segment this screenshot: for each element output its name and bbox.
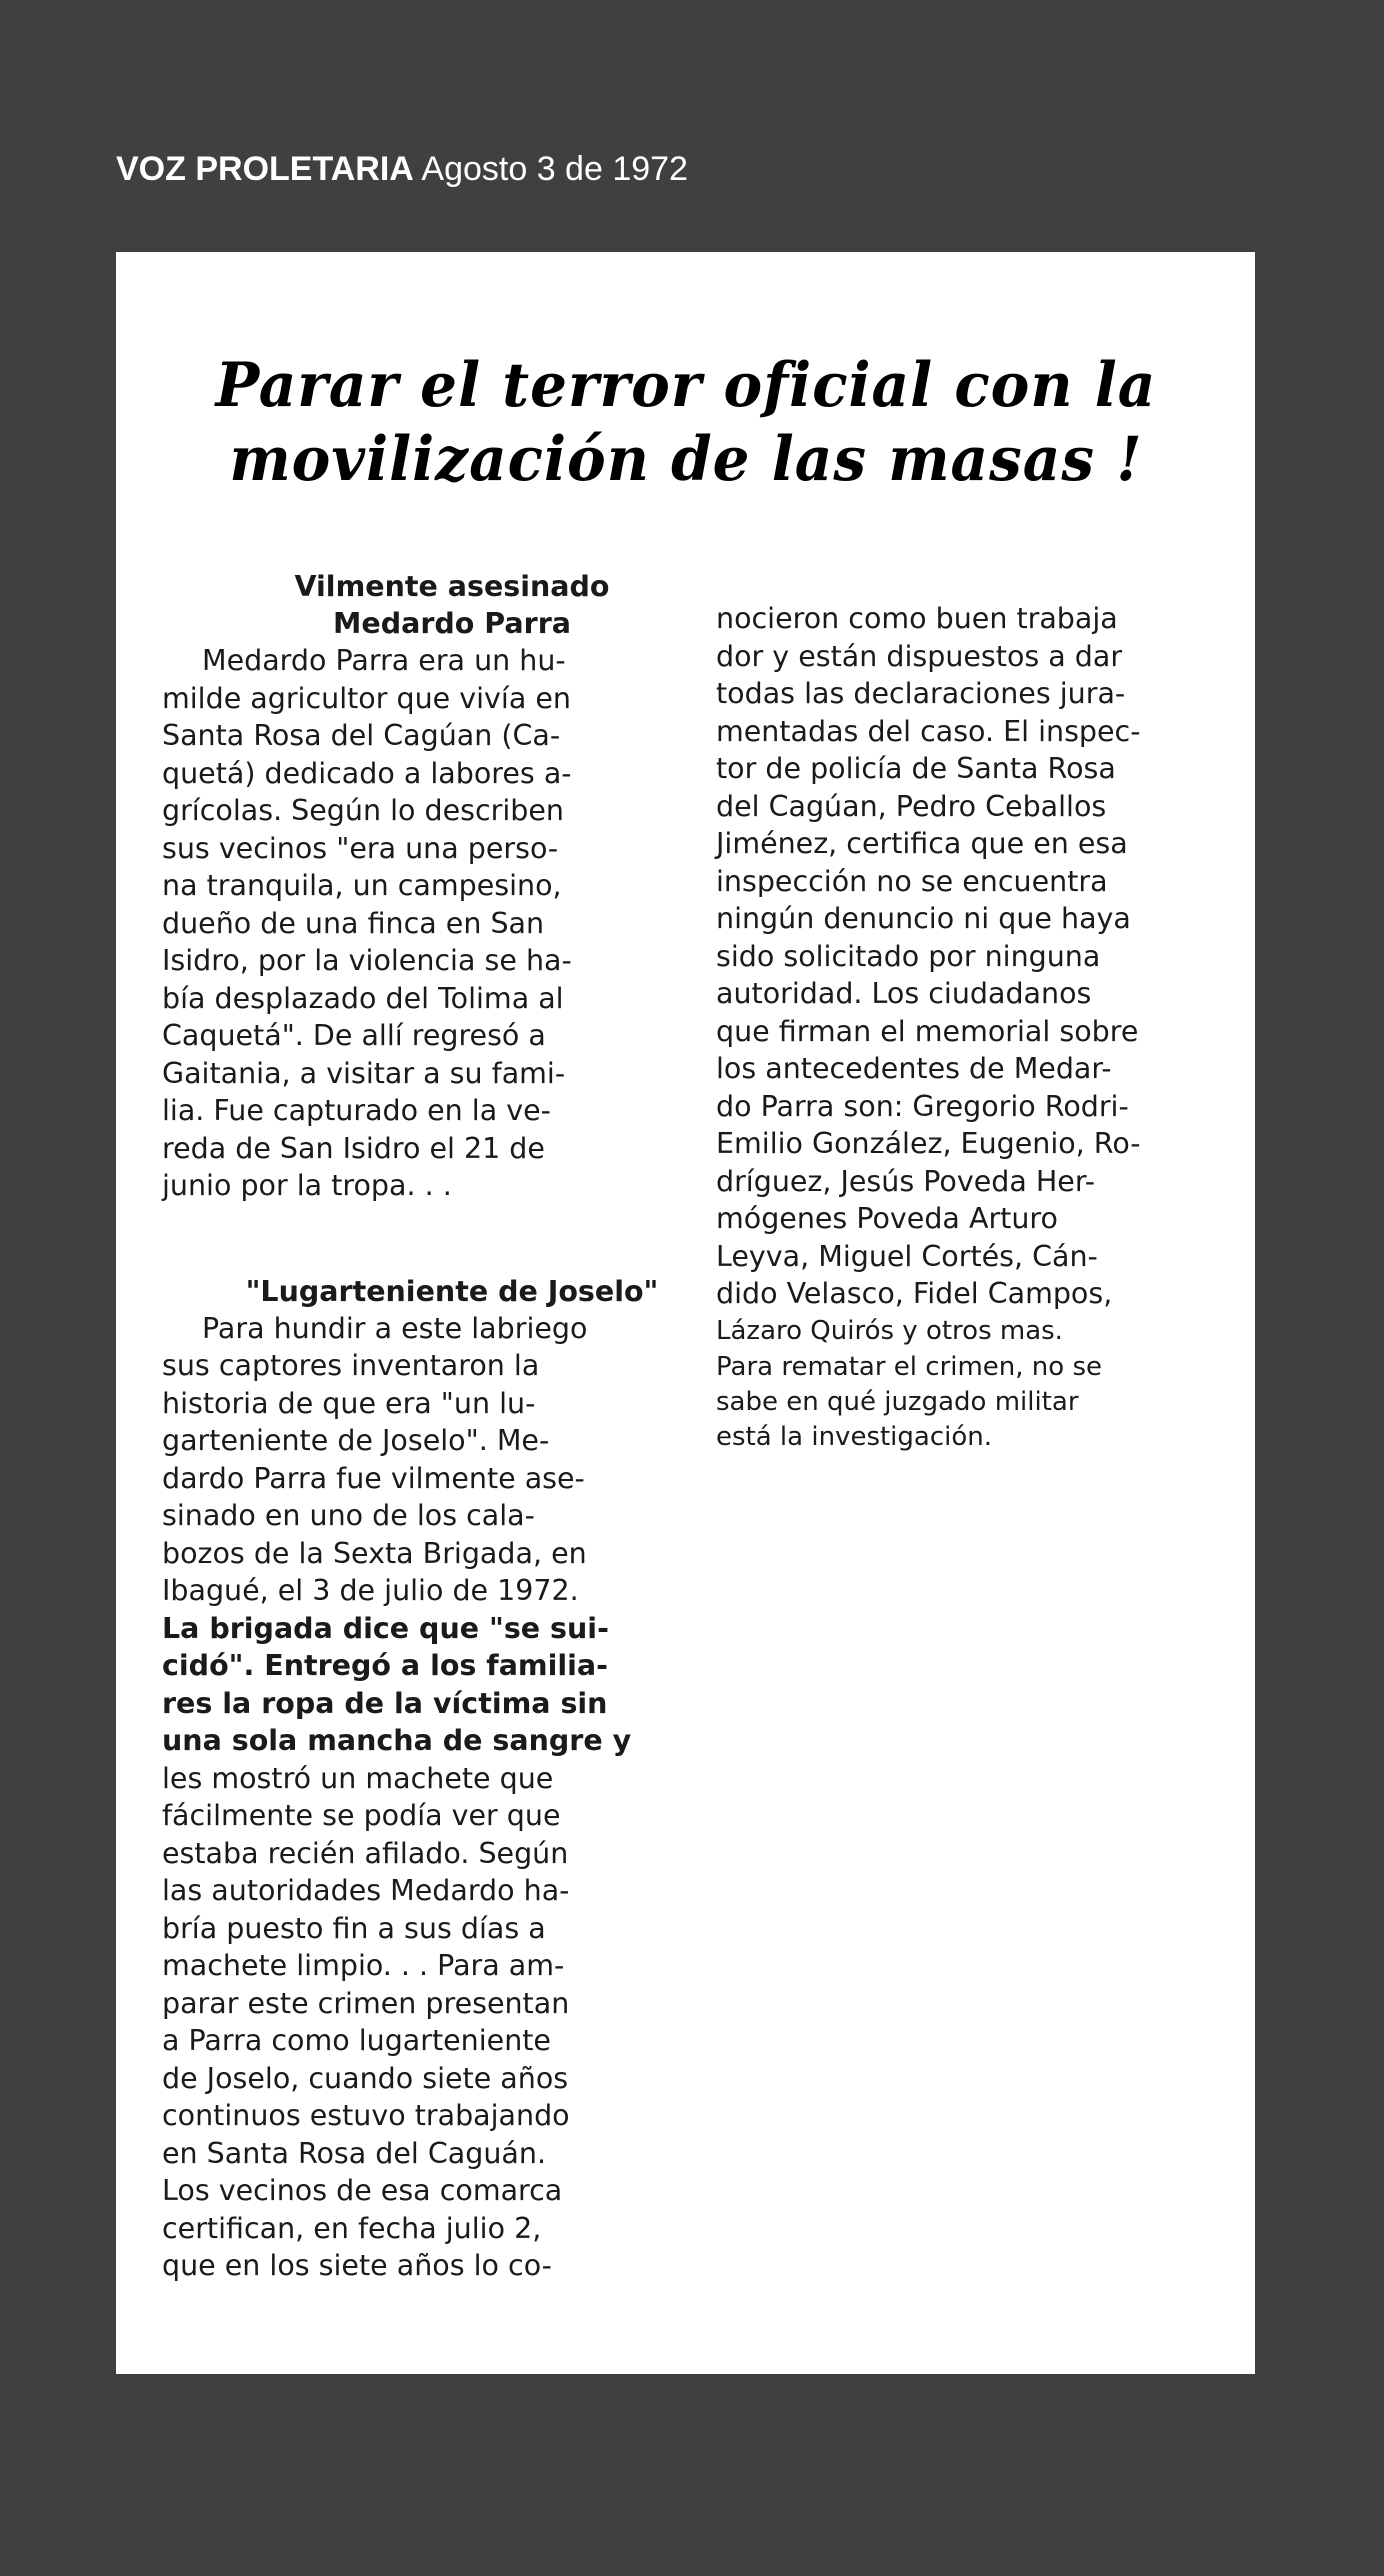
text-line: les mostró un machete que: [162, 1761, 554, 1795]
text-line: garteniente de Joselo". Me-: [162, 1424, 550, 1457]
text-line: sus vecinos "era una perso-: [162, 831, 559, 865]
section-body: [162, 642, 722, 1205]
text-line: dríguez, Jesús Poveda Her-: [716, 1164, 1096, 1198]
section-subhead: [162, 568, 722, 642]
subhead-line: Vilmente asesinado: [294, 570, 610, 603]
text-line: nocieron como buen trabaja: [716, 602, 1118, 635]
article-headline: [176, 349, 1196, 496]
publication-date: Agosto 3 de 1972: [421, 150, 688, 188]
text-line: de Joselo, cuando siete años: [162, 2061, 569, 2095]
text-line: Los vecinos de esa comarca: [162, 2174, 563, 2207]
subhead-line: Medardo Parra: [333, 607, 571, 640]
text-line: dueño de una finca en San: [162, 906, 545, 940]
text-line: continuos estuvo trabajando: [162, 2099, 570, 2132]
text-line: Leyva, Miguel Cortés, Cán-: [716, 1239, 1098, 1273]
text-line: La brigada dice que "se sui-: [162, 1611, 609, 1645]
text-line: sabe en qué juzgado militar: [716, 1387, 1079, 1417]
text-line: junio por la tropa. . .: [162, 1169, 452, 1202]
page-header: [116, 150, 688, 189]
text-line: Para rematar el crimen, no se: [716, 1352, 1103, 1382]
text-line: res la ropa de la víctima sin: [162, 1686, 608, 1720]
text-line: mógenes Poveda Arturo: [716, 1202, 1058, 1235]
text-line: fácilmente se podía ver que: [162, 1799, 561, 1832]
text-line: en Santa Rosa del Caguán.: [162, 2136, 547, 2170]
text-line: los antecedentes de Medar-: [716, 1052, 1112, 1085]
text-line: las autoridades Medardo ha-: [162, 1874, 570, 1907]
text-line: dor y están dispuestos a dar: [716, 639, 1123, 673]
text-line: Gaitania, a visitar a su fami-: [162, 1056, 566, 1090]
section-body: [162, 1310, 722, 2285]
article-column-right: [716, 600, 1236, 1455]
text-line: está la investigación.: [716, 1422, 993, 1452]
text-line: lia. Fue capturado en la ve-: [162, 1094, 551, 1127]
text-line: a Parra como lugarteniente: [162, 2024, 551, 2057]
text-line: Jiménez, certifica que en esa: [716, 827, 1128, 860]
text-line: do Parra son: Gregorio Rodri-: [716, 1089, 1129, 1123]
text-line: Para hundir a este labriego: [202, 1311, 588, 1345]
text-line: reda de San Isidro el 21 de: [162, 1131, 545, 1165]
text-line: Ibagué, el 3 de julio de 1972.: [162, 1574, 579, 1607]
text-line: tor de policía de Santa Rosa: [716, 752, 1116, 785]
text-line: dido Velasco, Fidel Campos,: [716, 1277, 1113, 1310]
text-line: grícolas. Según lo describen: [162, 794, 564, 827]
headline-line: Parar el terror oficial con la: [215, 349, 1157, 421]
text-line: Isidro, por la violencia se ha-: [162, 944, 572, 977]
text-line: autoridad. Los ciudadanos: [716, 977, 1092, 1010]
text-line: Caquetá". De allí regresó a: [162, 1019, 546, 1052]
text-line: del Cagúan, Pedro Ceballos: [716, 789, 1107, 823]
text-line: que firman el memorial sobre: [716, 1014, 1139, 1048]
text-line: na tranquila, un campesino,: [162, 869, 562, 902]
text-line: bozos de la Sexta Brigada, en: [162, 1536, 587, 1570]
newspaper-clipping: [116, 252, 1255, 2374]
text-line: milde agricultor que vivía en: [162, 681, 571, 715]
text-line: bía desplazado del Tolima al: [162, 981, 564, 1015]
text-line: inspección no se encuentra: [716, 864, 1108, 898]
text-line: todas las declaraciones jura-: [716, 677, 1126, 710]
text-line: quetá) dedicado a labores a-: [162, 756, 572, 790]
text-line: sinado en uno de los cala-: [162, 1499, 535, 1532]
publication-name: VOZ PROLETARIA: [116, 150, 414, 188]
text-line: Emilio González, Eugenio, Ro-: [716, 1127, 1141, 1160]
text-line: ningún denuncio ni que haya: [716, 902, 1131, 935]
text-line: sus captores inventaron la: [162, 1349, 540, 1382]
text-line: mentadas del caso. El inspec-: [716, 714, 1141, 748]
text-line: bría puesto fin a sus días a: [162, 1911, 546, 1945]
text-line: sido solicitado por ninguna: [716, 939, 1101, 973]
text-line: Lázaro Quirós y otros mas.: [716, 1315, 1063, 1346]
text-line: estaba recién afilado. Según: [162, 1836, 569, 1870]
article-column-left: [162, 568, 722, 2285]
text-line: una sola mancha de sangre y: [162, 1724, 632, 1757]
text-line: cidó". Entregó a los familia-: [162, 1649, 608, 1682]
text-line: que en los siete años lo co-: [162, 2249, 552, 2282]
text-line: machete limpio. . . Para am-: [162, 1949, 565, 1982]
section-subhead: "Lugarteniente de Joselo": [245, 1274, 659, 1308]
text-line: Medardo Parra era un hu-: [202, 644, 566, 677]
text-line: dardo Parra fue vilmente ase-: [162, 1461, 585, 1495]
text-line: certifican, en fecha julio 2,: [162, 2211, 542, 2245]
text-line: historia de que era "un lu-: [162, 1386, 536, 1420]
text-line: parar este crimen presentan: [162, 1986, 570, 2020]
text-line: Santa Rosa del Cagúan (Ca-: [162, 719, 561, 752]
headline-line: movilización de las masas !: [229, 423, 1143, 495]
